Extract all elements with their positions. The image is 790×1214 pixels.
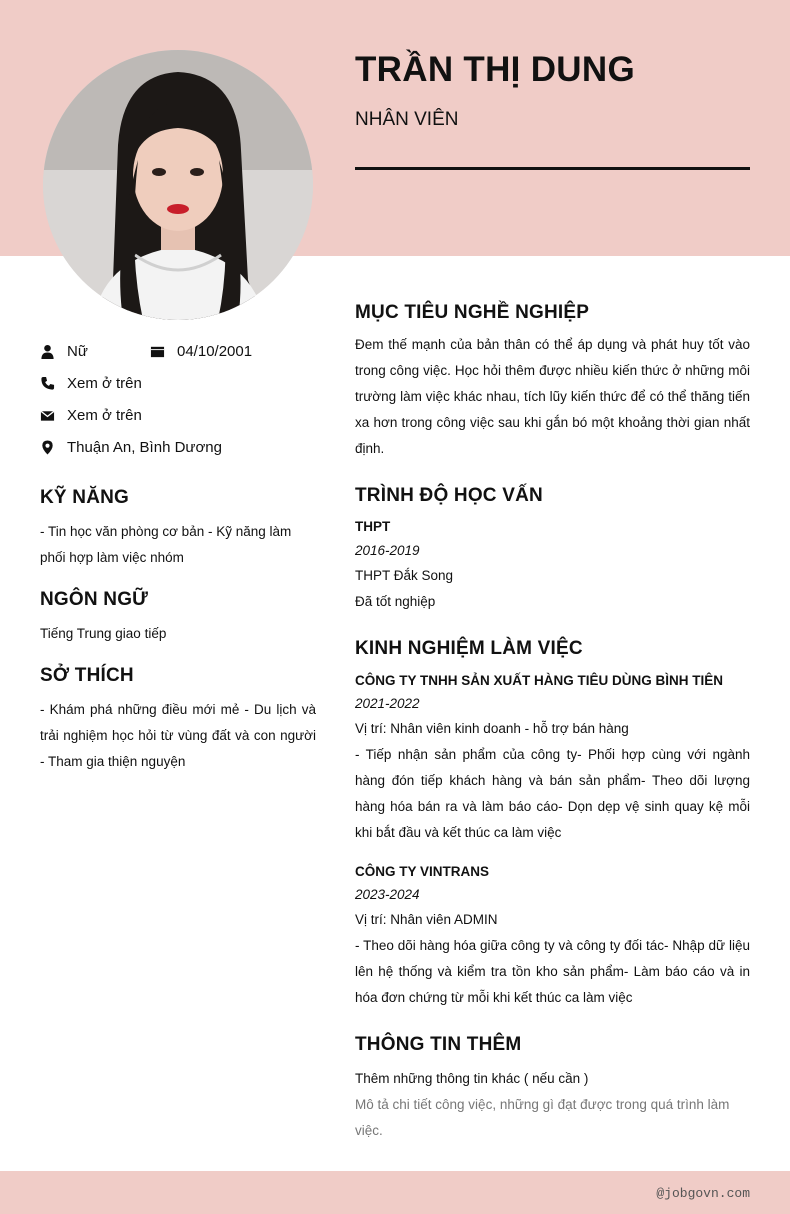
candidate-name: TRẦN THỊ DUNG (355, 50, 635, 89)
job-period: 2023-2024 (355, 887, 420, 902)
hobbies-heading: SỞ THÍCH (40, 665, 134, 686)
dob-value: 04/10/2001 (177, 343, 253, 360)
education-detail: THPT Đắk Song (355, 568, 454, 583)
phone-icon (40, 375, 55, 392)
footer-brand: @jobgovn.com (656, 1186, 750, 1201)
hobbies-text: - Khám phá những điều mới mẻ - Du lịch và trải nghiệm học hỏi từ vùng đất và con người - Tham gia thiện nguyện (40, 702, 316, 769)
address-row (40, 439, 222, 456)
education-status: Đã tốt nghiệp (355, 594, 436, 609)
address-value: Thuận An, Bình Dương (67, 439, 222, 456)
gender-row (40, 343, 88, 360)
dob-row (150, 343, 252, 360)
phone-value: Xem ở trên (67, 375, 142, 392)
job-company: CÔNG TY VINTRANS (355, 864, 490, 879)
person-icon (40, 343, 55, 360)
languages-text: Tiếng Trung giao tiếp (40, 626, 167, 641)
additional-line-2: Mô tả chi tiết công việc, những gì đạt được trong quá trình làm việc. (355, 1097, 730, 1138)
phone-row (40, 375, 142, 392)
job-position: Vị trí: Nhân viên ADMIN (355, 912, 498, 927)
job-position: Vị trí: Nhân viên kinh doanh - hỗ trợ bán hàng (355, 721, 629, 736)
job-company: CÔNG TY TNHH SẢN XUẤT HÀNG TIÊU DÙNG BÌNH TIÊN (355, 673, 724, 688)
email-row (40, 407, 142, 424)
additional-heading: THÔNG TIN THÊM (355, 1034, 522, 1055)
gender-value: Nữ (67, 343, 88, 360)
education-heading: TRÌNH ĐỘ HỌC VẤN (355, 485, 543, 506)
education-period: 2016-2019 (355, 543, 420, 558)
skills-heading: KỸ NĂNG (40, 487, 130, 508)
job-description: - Tiếp nhận sản phẩm của công ty- Phối hợp cùng với ngành hàng đón tiếp khách hàng và bán sản phẩm- Theo dõi lượng hàng hóa bán ra và làm báo cáo- Dọn dẹp vệ sinh quay kệ mỗi khi bắt đầu và kết thúc ca làm việc (355, 747, 750, 840)
objective-text: Đem thế mạnh của bản thân có thể áp dụng và phát huy tốt vào trong công việc. Học hỏi thêm được nhiều kiến thức ở những môi trường làm việc khác nhau, tích lũy kiến thức để có thể thăng tiến xa hơn trong công việc sau khi gắn bó một khoảng thời gian nhất định. (355, 337, 750, 456)
calendar-icon (150, 343, 165, 360)
email-value: Xem ở trên (67, 407, 142, 424)
experience-heading: KINH NGHIỆM LÀM VIỆC (355, 638, 583, 659)
education-school: THPT (355, 519, 391, 534)
profile-photo (43, 50, 313, 320)
job-description: - Theo dõi hàng hóa giữa công ty và công ty đối tác- Nhập dữ liệu lên hệ thống và kiểm tra tồn kho sản phẩm- Làm báo cáo và in hóa đơn chứng từ mỗi khi kết thúc ca làm việc (355, 938, 750, 1005)
header-divider (355, 167, 750, 170)
candidate-title: NHÂN VIÊN (355, 109, 459, 130)
languages-heading: NGÔN NGỮ (40, 589, 149, 610)
objective-heading: MỤC TIÊU NGHỀ NGHIỆP (355, 302, 590, 323)
additional-line-1: Thêm những thông tin khác ( nếu cần ) (355, 1071, 589, 1086)
mail-icon (40, 407, 55, 424)
skills-text: - Tin học văn phòng cơ bản - Kỹ năng làm phối hợp làm việc nhóm (40, 524, 292, 565)
location-pin-icon (40, 439, 55, 456)
job-period: 2021-2022 (355, 696, 420, 711)
